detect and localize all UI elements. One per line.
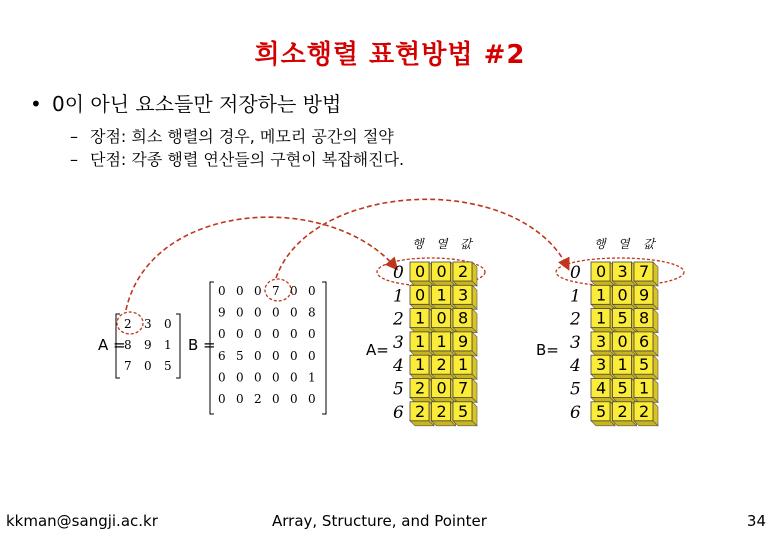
matrix-a-values	[124, 317, 172, 373]
matrix-b-cell: 0	[272, 348, 280, 363]
matrix-b-cell: 6	[218, 348, 226, 363]
matrix-a-cell: 5	[164, 359, 172, 373]
matrix-b-cell: 0	[218, 370, 226, 385]
matrix-b-cell: 0	[254, 284, 262, 298]
table-b-label: B=	[536, 341, 559, 359]
row-index: 3	[570, 332, 581, 353]
cell-value: 5	[617, 308, 628, 328]
row-index: 0	[570, 263, 581, 283]
matrix-b-cell: 0	[218, 392, 226, 406]
header-value: 값	[460, 237, 472, 251]
cell-value: 7	[639, 262, 650, 281]
table-b	[569, 262, 658, 426]
sub-item-text: 장점: 희소 행렬의 경우, 메모리 공간의 절약	[90, 127, 394, 146]
header-col: 열	[618, 237, 630, 251]
bullet-dot: •	[30, 92, 42, 116]
cell-value: 3	[458, 285, 469, 305]
header-value: 값	[643, 237, 655, 251]
matrix-b-cell: 0	[236, 305, 244, 320]
matrix-a-label: A =	[98, 336, 126, 354]
cell-value: 0	[436, 378, 447, 398]
matrix-b-cell: 0	[218, 284, 226, 298]
matrix-b-cell: 0	[290, 305, 298, 320]
matrix-b-cell: 0	[272, 392, 280, 406]
matrix-b-cell: 0	[290, 392, 298, 406]
row-index: 4	[570, 356, 581, 377]
cell-value: 0	[436, 308, 447, 328]
matrix-b-cell: 1	[308, 370, 316, 385]
cell-value: 2	[436, 401, 447, 421]
dash-marker: –	[70, 127, 78, 146]
row-index: 1	[570, 286, 581, 307]
matrix-b-cell: 0	[290, 284, 298, 298]
row-index: 6	[393, 402, 404, 423]
cell-value: 1	[617, 355, 628, 375]
matrix-a-cell: 2	[124, 317, 132, 331]
cell-value: 8	[639, 308, 650, 328]
header-row: 행	[412, 237, 424, 251]
matrix-a-cell: 0	[144, 359, 152, 373]
matrix-b-cell: 0	[290, 370, 298, 385]
cell-value: 2	[617, 401, 628, 421]
matrix-a-right-bracket	[176, 314, 180, 378]
cell-value: 3	[617, 262, 628, 281]
cell-value: 2	[436, 355, 447, 375]
matrix-a-cell: 8	[124, 338, 132, 352]
matrix-b-cell: 0	[290, 348, 298, 363]
cell-value: 3	[596, 331, 607, 351]
matrix-b-cell: 0	[254, 305, 262, 320]
cell-value: 2	[639, 401, 650, 421]
matrix-b-cell: 0	[254, 370, 262, 385]
matrix-a-cell: 1	[164, 338, 172, 352]
cell-value: 1	[415, 308, 426, 328]
matrix-b-cell: 0	[218, 327, 226, 342]
sub-item-text: 단점: 각종 행렬 연산들의 구현이 복잡해진다.	[90, 150, 405, 169]
cell-value: 0	[617, 285, 628, 305]
matrix-b-cell: 0	[272, 327, 280, 342]
cell-value: 5	[458, 401, 469, 421]
cell-value: 4	[596, 378, 607, 398]
cell-value: 1	[458, 355, 469, 375]
cell-value: 1	[436, 285, 447, 305]
matrix-b-cell: 9	[218, 305, 226, 320]
matrix-b-cell: 0	[254, 348, 262, 363]
matrix-b-cell: 5	[236, 348, 244, 363]
matrix-b-cell: 7	[272, 284, 280, 298]
cell-value: 0	[596, 262, 607, 281]
cell-value: 1	[415, 355, 426, 375]
row-index: 2	[393, 309, 404, 330]
slide-title: 희소행렬 표현방법 #2	[254, 40, 526, 70]
matrix-b-right-bracket	[322, 282, 326, 414]
matrix-b-cell: 0	[236, 370, 244, 385]
matrix-b-cell: 0	[308, 327, 316, 342]
row-index: 6	[570, 402, 581, 423]
matrix-a-cell: 0	[164, 317, 172, 331]
row-index: 3	[393, 332, 404, 353]
matrix-b-cell: 0	[236, 284, 244, 298]
matrix-b-label: B =	[188, 336, 216, 354]
cell-value: 8	[458, 308, 469, 328]
row-index: 1	[393, 286, 404, 307]
matrix-a-cell: 9	[144, 338, 152, 352]
matrix-a-cell: 3	[144, 317, 152, 331]
cell-value: 7	[458, 378, 469, 398]
matrix-b-cell: 0	[272, 305, 280, 320]
matrix-a-cell: 7	[124, 359, 132, 373]
matrix-b-cell: 0	[308, 348, 316, 363]
matrix-b-cell: 0	[236, 392, 244, 406]
row-index: 5	[393, 379, 404, 400]
cell-value: 2	[458, 262, 469, 281]
cell-value: 9	[639, 285, 650, 305]
header-row: 행	[594, 237, 606, 251]
cell-value: 9	[458, 331, 469, 351]
cell-value: 0	[436, 262, 447, 281]
cell-value: 3	[596, 355, 607, 375]
table-b-header	[594, 237, 657, 251]
footer-email: kkman@sangji.ac.kr	[6, 512, 158, 530]
cell-value: 1	[639, 378, 650, 398]
row-index: 2	[570, 309, 581, 330]
matrix-b-cell: 8	[308, 305, 316, 320]
footer-title: Array, Structure, and Pointer	[272, 512, 487, 530]
page-number: 34	[746, 512, 766, 530]
cell-value: 1	[415, 331, 426, 351]
cell-value: 6	[639, 331, 650, 351]
bullet-text: 0이 아닌 요소들만 저장하는 방법	[52, 92, 342, 116]
cell-value: 5	[639, 355, 650, 375]
cell-value: 0	[415, 262, 426, 281]
table-a-label: A=	[366, 341, 389, 359]
row-index: 5	[570, 379, 581, 400]
row-index: 0	[393, 263, 404, 283]
row-index: 4	[393, 356, 404, 377]
dash-marker: –	[70, 150, 78, 169]
matrix-b-cell: 0	[272, 370, 280, 385]
cell-value: 5	[596, 401, 607, 421]
matrix-b-values	[218, 284, 316, 406]
cell-value: 1	[436, 331, 447, 351]
cell-value: 2	[415, 401, 426, 421]
table-a	[392, 262, 477, 426]
cell-value: 5	[617, 378, 628, 398]
cell-value: 0	[415, 285, 426, 305]
matrix-b-cell: 0	[308, 392, 316, 406]
cell-value: 1	[596, 285, 607, 305]
matrix-b-cell: 0	[290, 327, 298, 342]
cell-value: 0	[617, 331, 628, 351]
cell-value: 2	[415, 378, 426, 398]
matrix-b-cell: 0	[236, 327, 244, 342]
matrix-b-cell: 0	[254, 327, 262, 342]
header-col: 열	[436, 237, 448, 251]
cell-value: 1	[596, 308, 607, 328]
table-a-header	[412, 237, 474, 251]
matrix-b-cell: 0	[308, 284, 316, 298]
matrix-b-cell: 2	[254, 392, 262, 406]
